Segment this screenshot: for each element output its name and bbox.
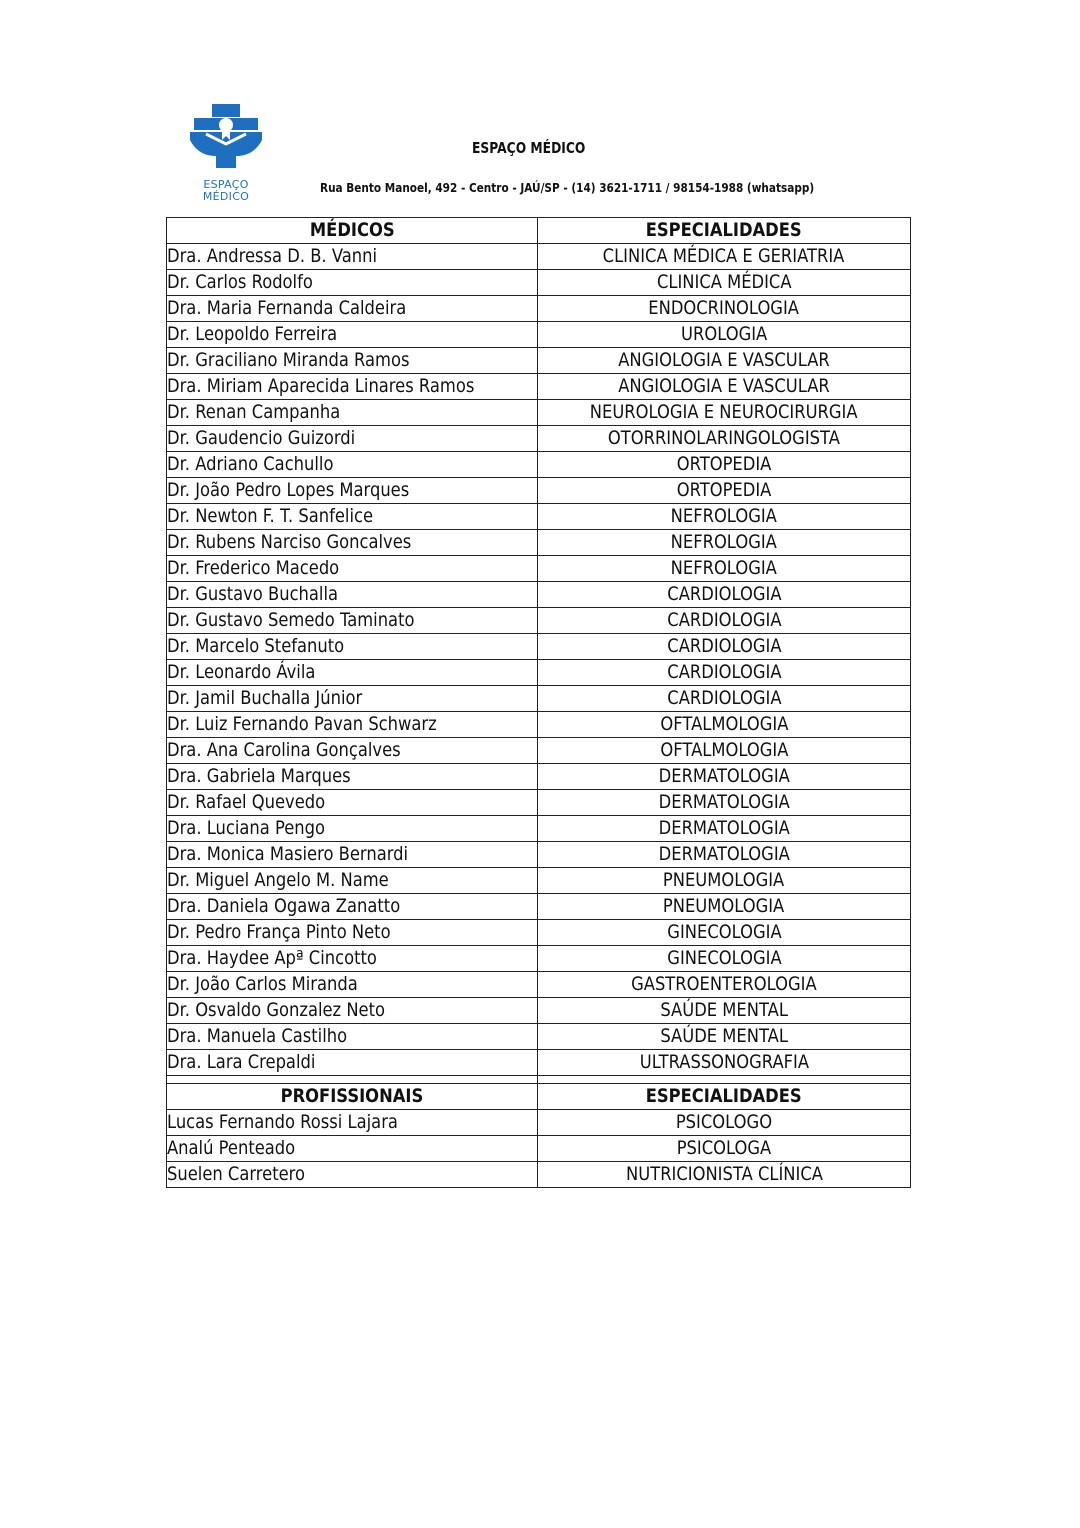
name-text: Dra. Daniela Ogawa Zanatto xyxy=(167,895,401,917)
specialty-text: GINECOLOGIA xyxy=(666,921,782,943)
name-text: Dra. Maria Fernanda Caldeira xyxy=(167,297,407,319)
specialty-cell xyxy=(538,478,911,504)
name-text: Dr. Gustavo Buchalla xyxy=(167,583,339,605)
doctor-row xyxy=(167,686,911,712)
doctor-row xyxy=(167,400,911,426)
name-text: Lucas Fernando Rossi Lajara xyxy=(167,1111,398,1133)
doctor-row xyxy=(167,920,911,946)
name-text: Analú Penteado xyxy=(167,1137,296,1159)
name-cell xyxy=(167,712,538,738)
specialty-cell xyxy=(538,738,911,764)
name-cell xyxy=(167,920,538,946)
name-text: Dr. Rubens Narciso Goncalves xyxy=(167,531,412,553)
specialty-cell xyxy=(538,842,911,868)
doctor-row xyxy=(167,868,911,894)
medical-cross-figure-icon xyxy=(186,104,266,176)
specialty-cell xyxy=(538,270,911,296)
specialty-cell xyxy=(538,426,911,452)
name-text: Dr. Gustavo Semedo Taminato xyxy=(167,609,415,631)
doctor-row xyxy=(167,712,911,738)
specialty-text: CARDIOLOGIA xyxy=(666,583,782,605)
doctor-row xyxy=(167,972,911,998)
name-cell xyxy=(167,426,538,452)
name-cell xyxy=(167,530,538,556)
specialty-cell xyxy=(538,530,911,556)
name-cell xyxy=(167,660,538,686)
doctors-header-row xyxy=(167,218,911,244)
specialty-text: DERMATOLOGIA xyxy=(658,817,790,839)
name-text: Dra. Monica Masiero Bernardi xyxy=(167,843,409,865)
specialty-text: CLINICA MÉDICA E GERIATRIA xyxy=(603,245,845,267)
name-cell xyxy=(167,894,538,920)
specialty-text: ANGIOLOGIA E VASCULAR xyxy=(618,349,830,371)
specialty-text: ORTOPEDIA xyxy=(676,479,772,501)
specialty-cell xyxy=(538,894,911,920)
specialty-cell xyxy=(538,920,911,946)
specialty-cell xyxy=(538,608,911,634)
name-cell xyxy=(167,816,538,842)
address-line: Rua Bento Manoel, 492 - Centro - JAÚ/SP - (14) 3621-1711 / 98154-1988 (whatsapp) xyxy=(320,180,815,195)
specialty-text: NEFROLOGIA xyxy=(670,531,778,553)
name-text: Dra. Manuela Castilho xyxy=(167,1025,348,1047)
column-header-specialty xyxy=(538,1084,911,1110)
specialty-cell xyxy=(538,816,911,842)
name-text: Dr. Graciliano Miranda Ramos xyxy=(167,349,410,371)
specialty-cell xyxy=(538,634,911,660)
doctor-row xyxy=(167,296,911,322)
name-text: Dra. Miriam Aparecida Linares Ramos xyxy=(167,375,475,397)
specialty-cell xyxy=(538,764,911,790)
specialty-text: NEUROLOGIA E NEUROCIRURGIA xyxy=(590,401,858,423)
specialty-cell xyxy=(538,400,911,426)
name-cell xyxy=(167,270,538,296)
doctor-row xyxy=(167,764,911,790)
professionals-header-row xyxy=(167,1084,911,1110)
doctor-row xyxy=(167,426,911,452)
specialty-text: ANGIOLOGIA E VASCULAR xyxy=(618,375,830,397)
professional-row xyxy=(167,1110,911,1136)
name-text: Dr. Adriano Cachullo xyxy=(167,453,334,475)
name-text: Dr. Renan Campanha xyxy=(167,401,341,423)
name-text: Dra. Ana Carolina Gonçalves xyxy=(167,739,401,761)
name-text: Dr. Jamil Buchalla Júnior xyxy=(167,687,363,709)
specialty-cell xyxy=(538,1136,911,1162)
name-cell xyxy=(167,738,538,764)
name-cell xyxy=(167,608,538,634)
column-header-specialty xyxy=(538,218,911,244)
doctor-row xyxy=(167,582,911,608)
specialty-text: PNEUMOLOGIA xyxy=(663,895,785,917)
name-cell xyxy=(167,1162,538,1188)
professional-row xyxy=(167,1136,911,1162)
name-cell xyxy=(167,946,538,972)
name-cell xyxy=(167,296,538,322)
doctor-row xyxy=(167,530,911,556)
specialty-text: CLINICA MÉDICA xyxy=(656,271,792,293)
specialty-cell xyxy=(538,1162,911,1188)
doctor-row xyxy=(167,1024,911,1050)
doctor-row xyxy=(167,478,911,504)
name-cell xyxy=(167,556,538,582)
column-header-name xyxy=(167,218,538,244)
header-label: PROFISSIONAIS xyxy=(280,1085,424,1107)
doctor-row xyxy=(167,1050,911,1076)
name-text: Dra. Haydee Apª Cincotto xyxy=(167,947,377,969)
name-text: Dra. Luciana Pengo xyxy=(167,817,326,839)
column-header-name xyxy=(167,1084,538,1110)
specialty-cell xyxy=(538,1110,911,1136)
name-text: Dr. Gaudencio Guizordi xyxy=(167,427,356,449)
name-text: Dr. Leonardo Ávila xyxy=(167,661,316,683)
name-text: Dra. Gabriela Marques xyxy=(167,765,351,787)
logo-text-line1: ESPAÇO xyxy=(203,178,249,191)
specialty-text: OFTALMOLOGIA xyxy=(660,713,788,735)
specialty-cell xyxy=(538,244,911,270)
specialty-text: NUTRICIONISTA CLÍNICA xyxy=(625,1163,823,1185)
name-cell xyxy=(167,686,538,712)
doctor-row xyxy=(167,816,911,842)
specialty-cell xyxy=(538,1024,911,1050)
name-text: Dr. Marcelo Stefanuto xyxy=(167,635,345,657)
specialty-text: SAÚDE MENTAL xyxy=(660,999,788,1021)
doctor-row xyxy=(167,660,911,686)
doctor-row xyxy=(167,894,911,920)
name-text: Dr. Frederico Macedo xyxy=(167,557,340,579)
name-cell xyxy=(167,1110,538,1136)
specialty-cell xyxy=(538,972,911,998)
name-cell xyxy=(167,868,538,894)
specialty-cell xyxy=(538,556,911,582)
name-cell xyxy=(167,634,538,660)
specialty-text: NEFROLOGIA xyxy=(670,505,778,527)
specialty-cell xyxy=(538,348,911,374)
logo-text-line2: MÉDICO xyxy=(202,190,250,203)
name-text: Dr. Osvaldo Gonzalez Neto xyxy=(167,999,386,1021)
name-text: Dr. Rafael Quevedo xyxy=(167,791,326,813)
name-text: Suelen Carretero xyxy=(167,1163,306,1185)
specialty-text: CARDIOLOGIA xyxy=(666,609,782,631)
specialty-text: ENDOCRINOLOGIA xyxy=(648,297,800,319)
name-cell xyxy=(167,400,538,426)
name-cell xyxy=(167,504,538,530)
doctor-row xyxy=(167,348,911,374)
name-cell xyxy=(167,842,538,868)
specialty-text: CARDIOLOGIA xyxy=(666,687,782,709)
name-text: Dr. Leopoldo Ferreira xyxy=(167,323,338,345)
name-cell xyxy=(167,582,538,608)
doctor-row xyxy=(167,738,911,764)
header-label: MÉDICOS xyxy=(309,219,395,241)
specialty-text: DERMATOLOGIA xyxy=(658,843,790,865)
name-cell xyxy=(167,998,538,1024)
name-cell xyxy=(167,348,538,374)
name-text: Dr. Newton F. T. Sanfelice xyxy=(167,505,374,527)
name-cell xyxy=(167,764,538,790)
doctor-row xyxy=(167,504,911,530)
spacer-cell xyxy=(167,1076,538,1084)
professional-row xyxy=(167,1162,911,1188)
specialty-text: NEFROLOGIA xyxy=(670,557,778,579)
doctor-row xyxy=(167,374,911,400)
specialty-text: GINECOLOGIA xyxy=(666,947,782,969)
specialty-text: CARDIOLOGIA xyxy=(666,635,782,657)
doctor-row xyxy=(167,608,911,634)
name-cell xyxy=(167,790,538,816)
name-text: Dr. Luiz Fernando Pavan Schwarz xyxy=(167,713,437,735)
specialty-cell xyxy=(538,582,911,608)
doctor-row xyxy=(167,790,911,816)
name-cell xyxy=(167,244,538,270)
name-text: Dra. Andressa D. B. Vanni xyxy=(167,245,378,267)
doctor-row xyxy=(167,946,911,972)
specialty-text: DERMATOLOGIA xyxy=(658,791,790,813)
document-title: ESPAÇO MÉDICO xyxy=(472,139,586,157)
name-cell xyxy=(167,478,538,504)
specialty-cell xyxy=(538,504,911,530)
doctors-table xyxy=(166,217,911,1188)
name-cell xyxy=(167,322,538,348)
specialty-cell xyxy=(538,790,911,816)
table-spacer-row xyxy=(167,1076,911,1084)
name-text: Dr. João Carlos Miranda xyxy=(167,973,358,995)
doctor-row xyxy=(167,322,911,348)
specialty-cell xyxy=(538,1050,911,1076)
specialty-cell xyxy=(538,452,911,478)
specialty-text: ORTOPEDIA xyxy=(676,453,772,475)
specialty-text: ULTRASSONOGRAFIA xyxy=(639,1051,809,1073)
specialty-text: PSICOLOGA xyxy=(676,1137,772,1159)
specialty-cell xyxy=(538,868,911,894)
specialty-text: CARDIOLOGIA xyxy=(666,661,782,683)
doctor-row xyxy=(167,842,911,868)
specialty-text: OTORRINOLARINGOLOGISTA xyxy=(607,427,841,449)
name-text: Dr. Carlos Rodolfo xyxy=(167,271,313,293)
name-cell xyxy=(167,1136,538,1162)
specialty-text: UROLOGIA xyxy=(680,323,768,345)
espaco-medico-logo xyxy=(186,104,266,202)
name-cell xyxy=(167,1024,538,1050)
specialty-cell xyxy=(538,998,911,1024)
header-label: ESPECIALIDADES xyxy=(646,219,802,241)
specialty-text: OFTALMOLOGIA xyxy=(660,739,788,761)
name-text: Dr. João Pedro Lopes Marques xyxy=(167,479,410,501)
specialty-text: DERMATOLOGIA xyxy=(658,765,790,787)
spacer-cell xyxy=(538,1076,911,1084)
doctor-row xyxy=(167,556,911,582)
specialty-text: PSICOLOGO xyxy=(675,1111,773,1133)
doctor-row xyxy=(167,634,911,660)
name-cell xyxy=(167,972,538,998)
specialty-cell xyxy=(538,296,911,322)
name-text: Dr. Miguel Angelo M. Name xyxy=(167,869,389,891)
specialty-cell xyxy=(538,686,911,712)
doctor-row xyxy=(167,244,911,270)
header-label: ESPECIALIDADES xyxy=(646,1085,802,1107)
doctor-row xyxy=(167,452,911,478)
specialty-cell xyxy=(538,712,911,738)
specialty-cell xyxy=(538,946,911,972)
doctor-row xyxy=(167,998,911,1024)
name-cell xyxy=(167,374,538,400)
specialty-cell xyxy=(538,322,911,348)
specialty-cell xyxy=(538,374,911,400)
specialty-text: PNEUMOLOGIA xyxy=(663,869,785,891)
specialty-text: GASTROENTEROLOGIA xyxy=(631,973,817,995)
specialty-text: SAÚDE MENTAL xyxy=(660,1025,788,1047)
specialty-cell xyxy=(538,660,911,686)
name-text: Dr. Pedro França Pinto Neto xyxy=(167,921,391,943)
name-cell xyxy=(167,1050,538,1076)
name-cell xyxy=(167,452,538,478)
doctor-row xyxy=(167,270,911,296)
name-text: Dra. Lara Crepaldi xyxy=(167,1051,316,1073)
